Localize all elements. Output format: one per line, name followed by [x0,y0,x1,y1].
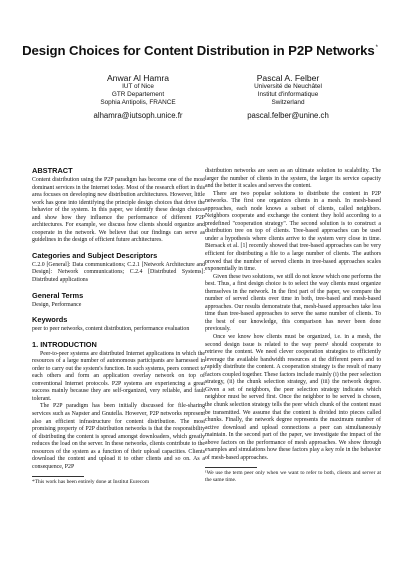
categories-heading: Categories and Subject Descriptors [32,250,158,260]
title-footnote-mark: * [375,45,378,51]
author-affiliation-line: Sophia Antipolis, FRANCE [100,98,176,106]
keywords-text: peer to peer networks, content distribution, performance evaluation [32,326,190,333]
author-affiliation-line: IUT of Nice [122,83,154,90]
author-block-2 [198,73,378,121]
author-email[interactable]: pascal.felber@unine.ch [247,111,329,121]
introduction-paragraph: The P2P paradigm has been initially discussed for file-sharing services such as Napster and Gnutella. However, P2P networks represent also an efficient infrastructure for content distribution. The most promising property of P2P distribution networks is that the responsibility of distributing the content is spread amongst downloaders, which greatly reduces the load on the server. In these networks, clients contribute to the resources of the system as a function of their upload capacities. Clients download the content and upload it to other clients and so on. As a consequence, P2P [32,403,205,470]
body-paragraph: distribution networks are seen as an ultimate solution to scalability. The larger the number of clients in the system, the larger its service capacity and the better it scales and serves the content. [205,168,381,190]
body-paragraph: Once we know how clients must be organized, i.e. in a mesh, the second design issue is related to the way peers¹ should cooperate to retrieve the content. We need clever cooperation strategies to efficiently leverage the available bandwidth resources at the different peers and to rapidly distribute the content. A cooperation strategy is the result of many factors coupled together. These factors include mainly (i) the peer selection strategy, (ii) the chunk selection strategy, and (iii) the network degree. Given a set of neighbors, the peer selection strategy indicates which neighbor must be served first. Once the neighbor to be served is chosen, the chunk selection strategy tells the peer which chunk of the content must be transmitted. We assume that the content is divided into pieces called chunks. Finally, the network degree represents the maximum number of active download and upload connections a peer can simultaneously maintain. In the second part of the paper, we investigate the impact of the above factors on the performance of mesh approaches. We show through examples and simulations how these factors play a key role in the behavior of mesh-based approaches. [205,334,381,461]
general-terms-text: Design, Performance [32,301,82,308]
introduction-paragraph: Peer-to-peer systems are distributed Internet applications in which the resources of a large number of autonomous participants are harnessed in order to carry out the system's function. In such systems, peers connect to each others and form an application overlay network on top of conventional Internet protocols. P2P systems are experiencing a great success mainly because they are self-organized, very reliable, and fault tolerant. [32,350,205,402]
footnote-rule [32,476,84,477]
body-paragraph: Given these two solutions, we still do not know which one performs the best. Thus, a first design choice is to select the way clients must organize themselves in the network. In the first part of the paper, we compare the number of served clients over time in both, tree-based and mesh-based approaches. Our results demonstrate that, mesh-based approaches take less time than tree-based approaches to serve the same number of clients. To the best of our knowledge, this comparison has never been done previously. [205,273,381,333]
author-name: Pascal A. Felber [256,73,320,83]
abstract-text: Content distribution using the P2P paradigm has become one of the most dominant services in the Internet today. Most of the research effort in this area focuses on developing new distribution architectures. However, little work has gone into identifying the principle design choices that drive the behavior of the system. In this paper, we identify these design choices and show how they influence the performance of different P2P architectures. For example, we discuss how clients should organize and cooperate in the network. We believe that our findings can serve as guidelines in the design of efficient future architectures. [32,177,205,244]
author-affiliation-line: Institut d'informatique [257,90,319,98]
author-affiliation-line: Switzerland [271,98,305,106]
left-column [32,166,205,486]
author-email[interactable]: alhamra@iutsoph.unice.fr [93,111,183,121]
footnote-rule [205,467,257,468]
footnote-right: ¹We use the term peer only when we want to refer to both, clients and server at the same time. [205,470,381,483]
author-name: Anwar Al Hamra [106,73,170,83]
footnote-left: *This work has been entirely done at Institut Eurecom [32,479,150,486]
body-paragraph: There are two popular solutions to distribute the content in P2P networks. The first one organizes clients in a mesh. In mesh-based approaches, each node knows a subset of clients, called neighbors. Neighbors cooperate and exchange the content they hold according to a predefined "cooperation strategy". The second solution is to construct a distribution tree on top of clients. Tree-based approaches can be used under a hypothesis where clients arrive to the system very close in time. Biersack et al. [1] recently showed that tree-based approaches can be very efficient for distributing a file to a large number of clients. The authors proved that the number of served clients in tree-based approaches scales exponentially in time. [205,190,381,273]
general-terms-heading: General Terms [32,290,84,300]
keywords-heading: Keywords [32,315,68,325]
author-affiliation-line: Université de Neuchâtel [254,83,322,90]
introduction-heading: 1. INTRODUCTION [32,339,97,349]
right-column [205,168,381,484]
author-affiliation-line: GTR Departement [111,90,165,98]
paper-title [20,40,380,59]
categories-text: C.2.0 [General]: Data communications; C.2.1 [Network Architecture and Design]: Network communications; C.2.4 [Distributed Systems]: Distributed applications [32,261,205,284]
abstract-heading: ABSTRACT [32,166,73,175]
title-text: Design Choices for Content Distribution in P2P Networks [22,43,375,58]
